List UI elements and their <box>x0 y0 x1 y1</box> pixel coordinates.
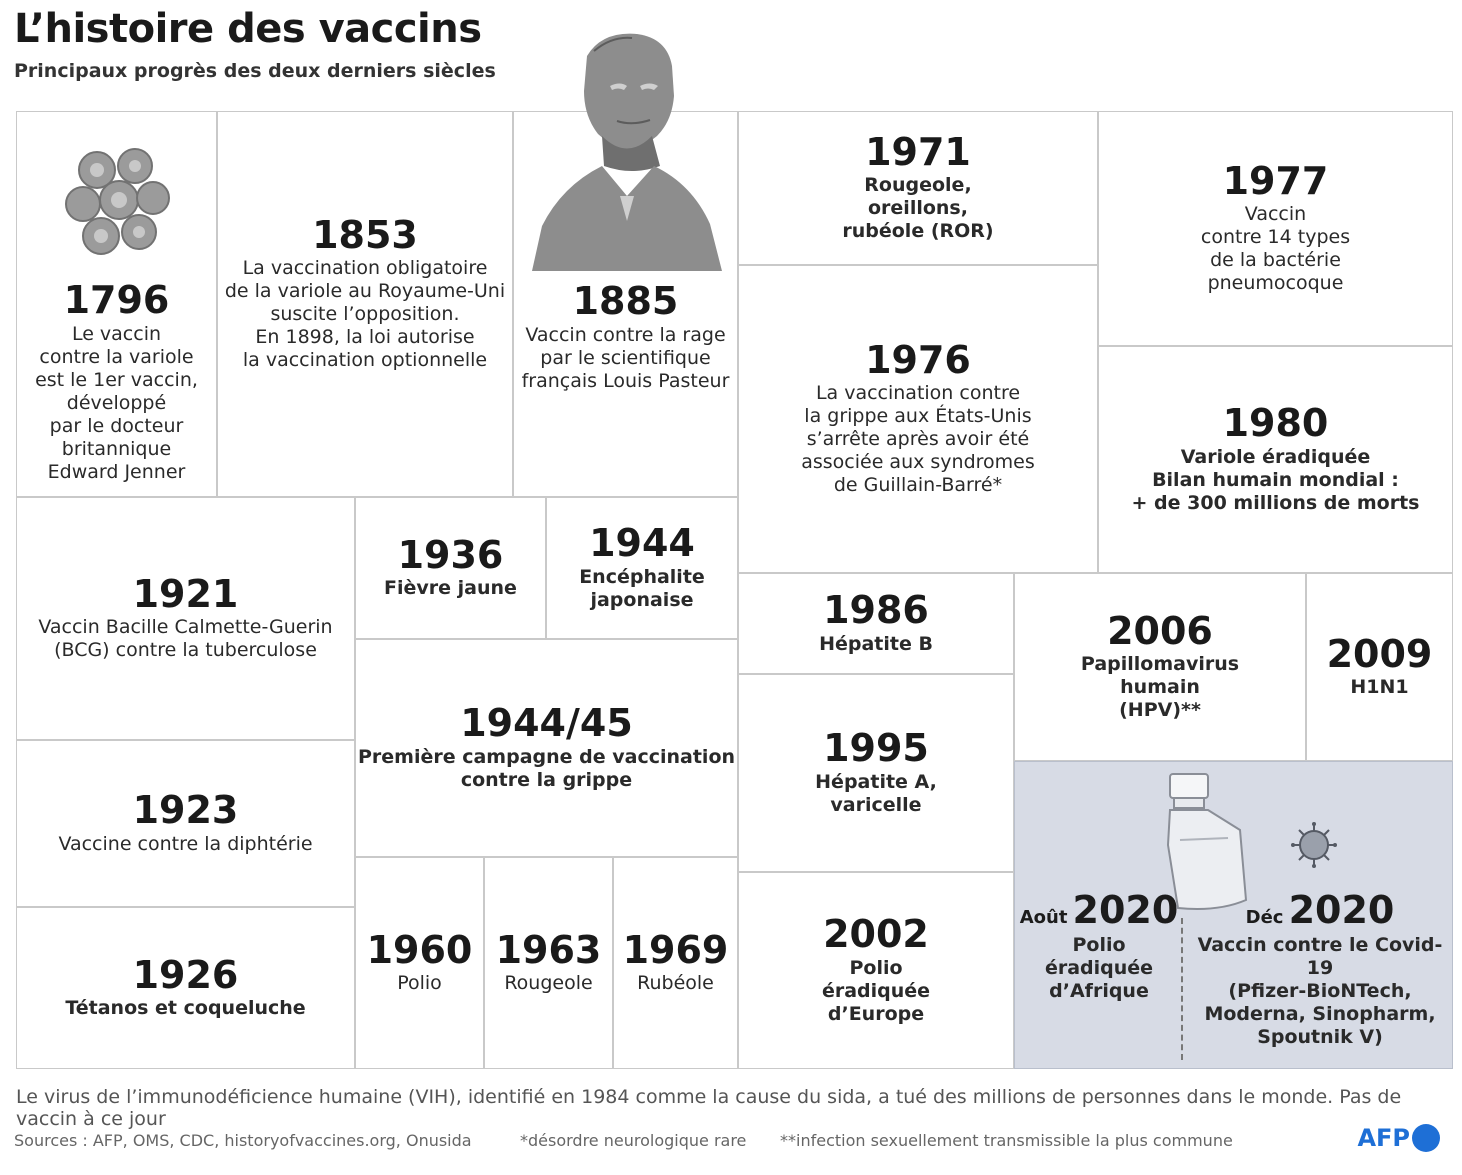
event-description: Hépatite B <box>819 632 933 655</box>
event-description: La vaccination contre la grippe aux États-Unis s’arrête après avoir été associée aux syndromes de Guillain-Barré* <box>801 382 1035 497</box>
event-description: Vaccin contre 14 types de la bactérie pneumocoque <box>1200 203 1351 295</box>
event-year: 1960 <box>366 927 473 972</box>
event-2020-covid <box>1186 888 1454 1049</box>
event-1960 <box>355 857 484 1069</box>
event-year: 1971 <box>865 129 971 174</box>
sources: Sources : AFP, OMS, CDC, historyofvaccines.org, Onusida <box>14 1131 472 1150</box>
smallpox-virus-icon <box>57 140 177 265</box>
event-year: 1944 <box>589 521 695 566</box>
afp-logo-dot <box>1412 1124 1440 1152</box>
event-year: 1986 <box>823 588 929 633</box>
event-month: Déc <box>1245 907 1284 928</box>
event-year: 2020 <box>1288 888 1395 932</box>
event-description: Rougeole <box>504 972 593 995</box>
event-1923 <box>16 740 355 907</box>
event-year: 1995 <box>823 726 929 771</box>
event-1995 <box>738 674 1014 872</box>
event-1926 <box>16 907 355 1069</box>
event-1853 <box>217 111 513 497</box>
footnote-hpv: **infection sexuellement transmissible la plus commune <box>780 1131 1233 1150</box>
event-year: 1977 <box>1222 158 1329 203</box>
event-1969 <box>613 857 738 1069</box>
event-description: Polio <box>397 972 442 995</box>
afp-logo-text: AFP <box>1357 1124 1410 1152</box>
footnote-hiv: Le virus de l’immunodéficience humaine (VIH), identifié en 1984 comme la cause du sida, a tué des millions de personnes dans le monde. Pas de vaccin à ce jour <box>16 1086 1402 1130</box>
page-subtitle: Principaux progrès des deux derniers siècles <box>14 60 496 82</box>
coronavirus-icon <box>1290 822 1338 868</box>
event-description: Papillomavirus humain (HPV)** <box>1080 653 1240 722</box>
event-year: 1980 <box>1222 401 1329 446</box>
event-year: 1936 <box>397 532 504 577</box>
event-description: Première campagne de vaccination contre la grippe <box>357 745 736 791</box>
event-description: Polio éradiquée d’Afrique <box>1044 934 1154 1002</box>
event-description: Vaccin Bacille Calmette-Guerin (BCG) contre la tuberculose <box>38 616 333 662</box>
event-description: Le vaccin contre la variole est le 1er vaccin, développé par le docteur britannique Edward Jenner <box>35 322 198 483</box>
afp-logo <box>1357 1124 1440 1152</box>
event-description: Vaccin contre le Covid-19 (Pfizer-BioNTech, Moderna, Sinopharm, Spoutnik V) <box>1197 934 1443 1048</box>
dashed-divider <box>1181 918 1183 1060</box>
event-1971 <box>738 111 1098 265</box>
event-2002 <box>738 872 1014 1069</box>
event-description: Rubéole <box>637 972 714 995</box>
event-1976 <box>738 265 1098 573</box>
event-2009 <box>1306 573 1453 761</box>
event-description: Encéphalite japonaise <box>579 565 705 611</box>
event-year: 2009 <box>1326 631 1433 676</box>
event-year: 1976 <box>865 337 971 382</box>
event-description: H1N1 <box>1350 676 1409 699</box>
event-month: Août <box>1019 907 1068 928</box>
event-1796 <box>16 111 217 497</box>
event-description: La vaccination obligatoire de la variole au Royaume-Uni suscite l’opposition. En 1898, la loi autorise la vaccination optionnelle <box>224 257 506 372</box>
event-year: 1923 <box>132 788 239 833</box>
event-1944-45 <box>355 639 738 857</box>
event-year: 1963 <box>495 927 602 972</box>
event-1963 <box>484 857 613 1069</box>
event-description: Tétanos et coqueluche <box>65 997 306 1020</box>
event-1944 <box>546 497 738 639</box>
event-1921 <box>16 497 355 740</box>
event-2020-polio <box>1018 888 1180 1003</box>
event-year: 2006 <box>1107 608 1213 653</box>
event-description: Vaccin contre la rage par le scientifique français Louis Pasteur <box>521 323 730 392</box>
event-description: Rougeole, oreillons, rubéole (ROR) <box>842 174 994 243</box>
event-year: 1885 <box>572 279 679 323</box>
pasteur-portrait-icon <box>532 26 722 271</box>
event-description: Vaccine contre la diphtérie <box>58 832 313 855</box>
event-1980 <box>1098 346 1453 573</box>
page-title: L’histoire des vaccins <box>14 6 482 52</box>
event-year: 2002 <box>823 912 929 957</box>
event-year: 2020 <box>1072 888 1179 932</box>
event-2006 <box>1014 573 1306 761</box>
event-year: 1921 <box>132 571 239 616</box>
event-1986 <box>738 573 1014 674</box>
event-description: Polio éradiquée d’Europe <box>821 956 931 1025</box>
event-1936 <box>355 497 546 639</box>
event-year: 1853 <box>312 212 418 257</box>
event-description: Fièvre jaune <box>384 577 517 600</box>
event-year: 1926 <box>132 952 239 997</box>
event-description: Hépatite A, varicelle <box>815 770 937 816</box>
event-year: 1944/45 <box>460 701 633 746</box>
event-1977 <box>1098 111 1453 346</box>
footnote-guillain-barre: *désordre neurologique rare <box>520 1131 747 1150</box>
event-year: 1969 <box>622 927 729 972</box>
event-year: 1796 <box>63 278 170 322</box>
event-description: Variole éradiquée Bilan humain mondial : + de 300 millions de morts <box>1131 445 1420 514</box>
